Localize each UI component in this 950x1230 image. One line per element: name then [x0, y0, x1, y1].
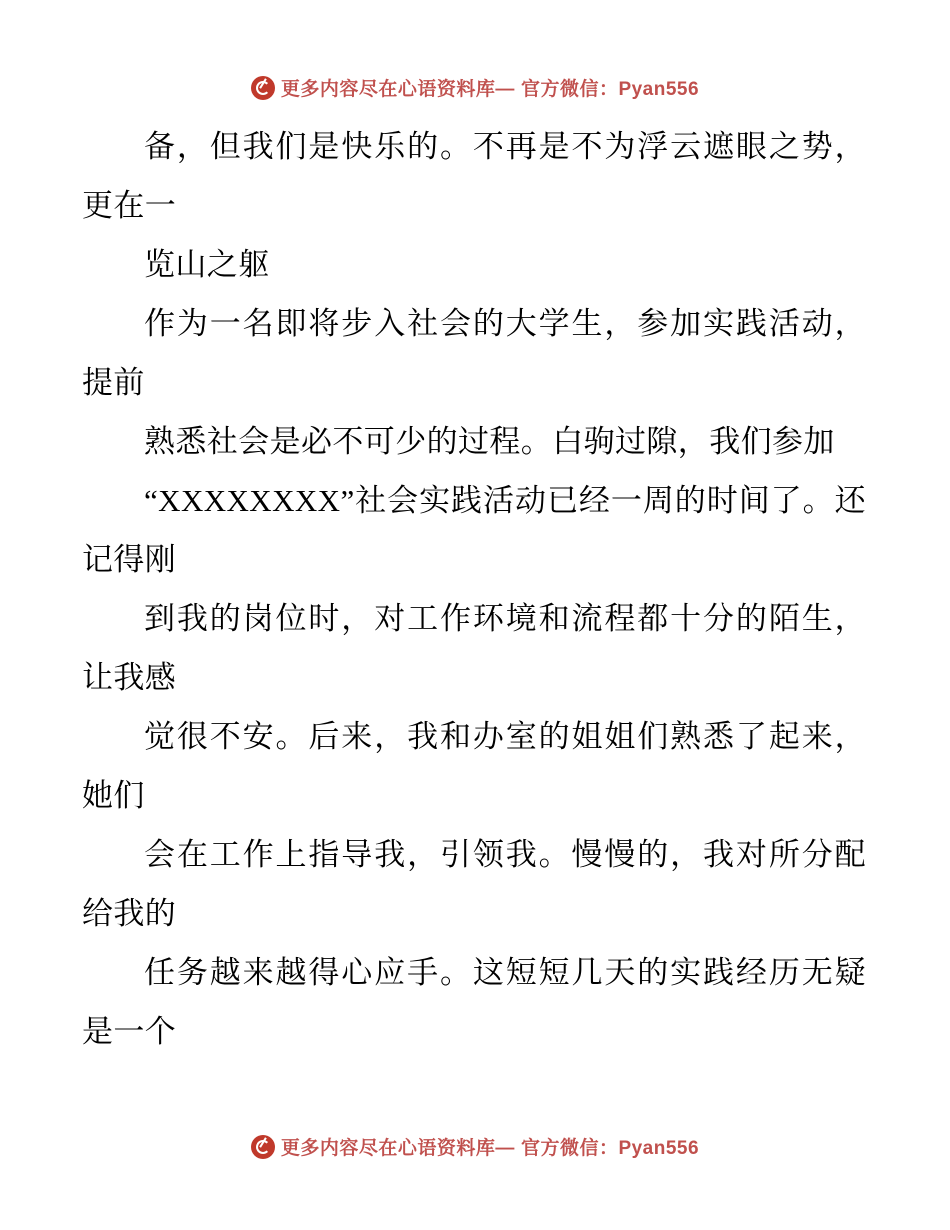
watermark-sub-text: 官方微信：Pyan556 — [520, 79, 700, 100]
document-body — [0, 117, 950, 1133]
paragraph: 备，但我们是快乐的。不再是不为浮云遮眼之势，更在一 — [82, 129, 866, 223]
paragraph: 览山之躯 — [144, 247, 270, 282]
watermark-bottom — [0, 1133, 950, 1160]
paragraph: 觉很不安。后来，我和办室的姐姐们熟悉了起来，她们 — [82, 719, 866, 813]
watermark-main-text: 更多内容尽在心语资料库— — [280, 79, 515, 100]
watermark-logo-icon — [251, 1135, 275, 1159]
paragraph: “XXXXXXXX”社会实践活动已经一周的时间了。还记得刚 — [82, 483, 866, 577]
paragraph: 作为一名即将步入社会的大学生，参加实践活动，提前 — [82, 306, 866, 400]
watermark-main-text: 更多内容尽在心语资料库— — [280, 1138, 515, 1159]
watermark-top — [0, 74, 950, 101]
paragraph: 到我的岗位时，对工作环境和流程都十分的陌生，让我感 — [82, 601, 866, 695]
paragraph: 会在工作上指导我，引领我。慢慢的，我对所分配给我的 — [82, 837, 866, 931]
watermark-sub-text: 官方微信：Pyan556 — [520, 1138, 700, 1159]
paragraph: 任务越来越得心应手。这短短几天的实践经历无疑是一个 — [82, 955, 866, 1049]
watermark-logo-icon — [251, 76, 275, 100]
paragraph: 熟悉社会是必不可少的过程。白驹过隙，我们参加 — [144, 424, 835, 459]
